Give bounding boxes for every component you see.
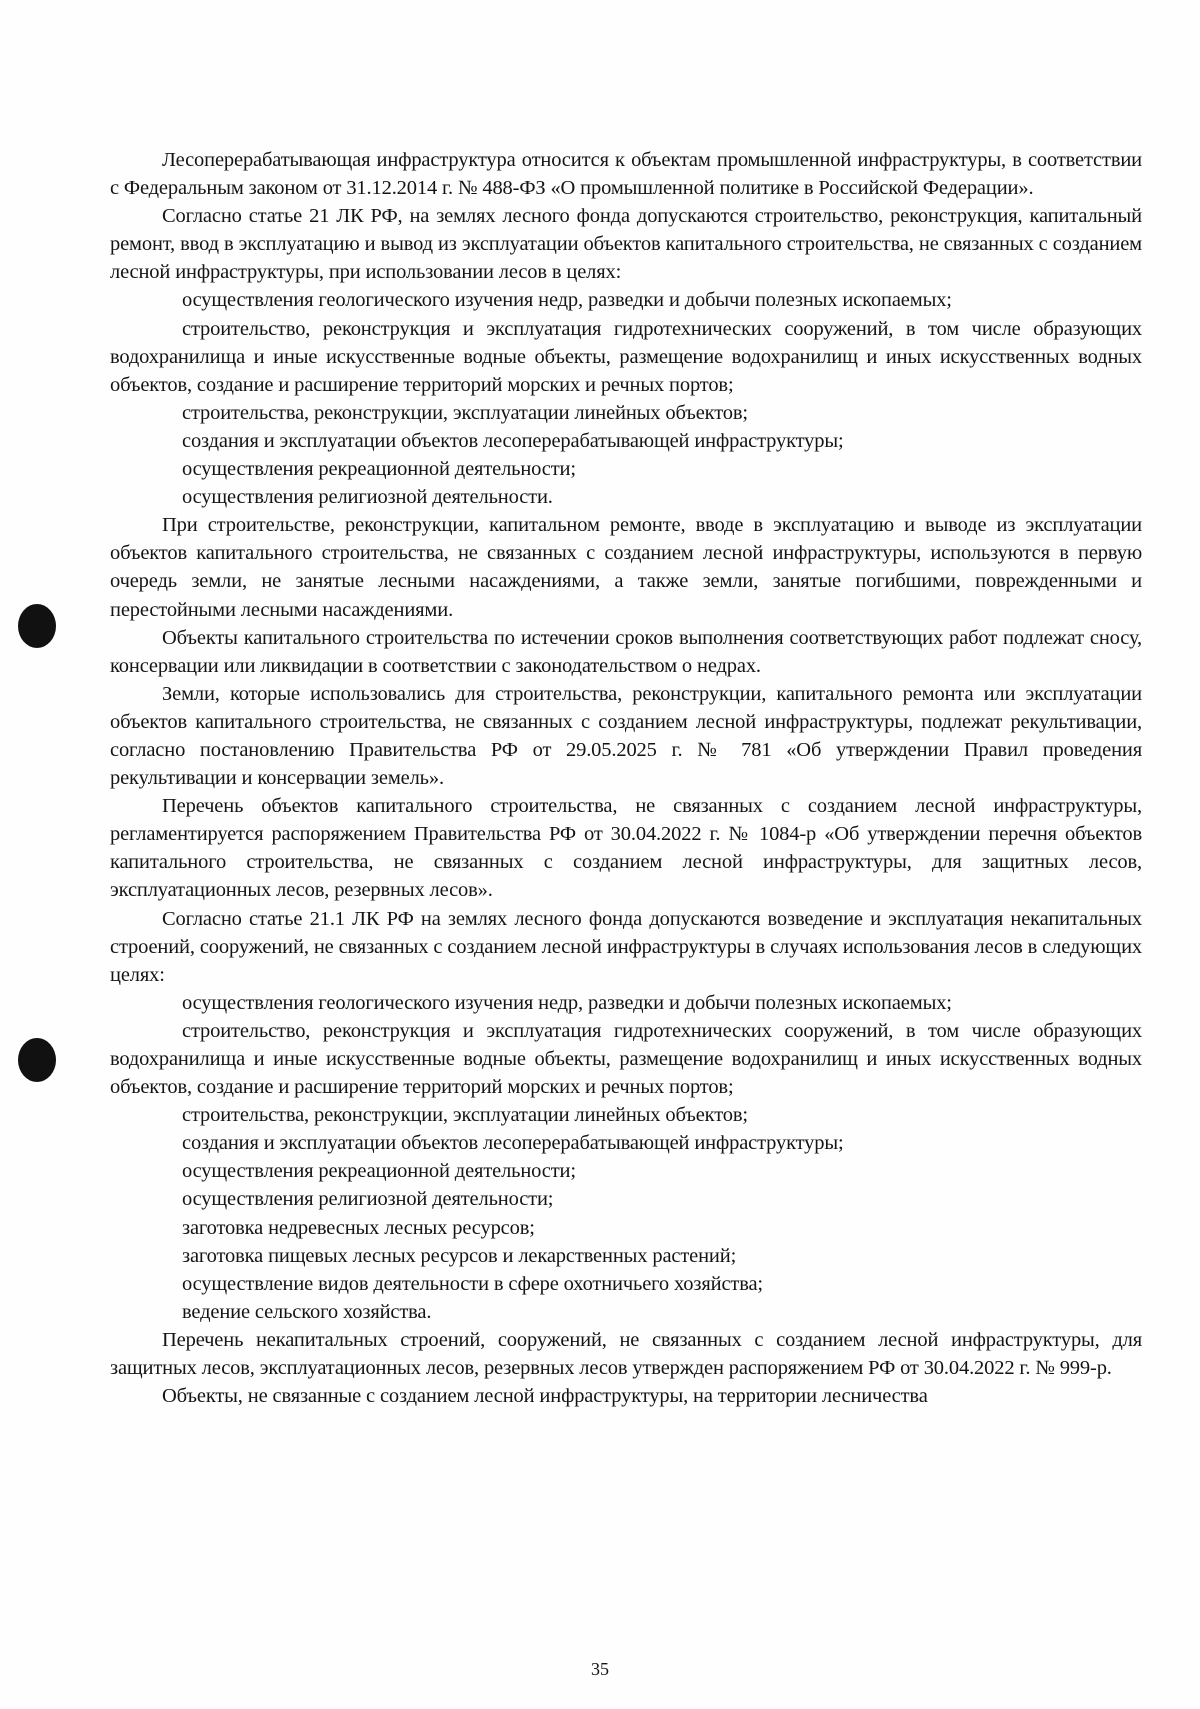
paragraph: Перечень некапитальных строений, сооружений, не связанных с созданием лесной инфраструктуры, для защитных лесов, эксплуатационных лесов, резервных лесов утвержден распоряжением РФ от 30.04.2022 г. № 999-р. [110, 1328, 1142, 1380]
list-item: строительство, реконструкция и эксплуатация гидротехнических сооружений, в том числе образующих водохранилища и иные искусственные водные объекты, размещение водохранилищ и иных искусственных водных объектов, создание и расширение территорий морских и речных портов; [110, 317, 1142, 396]
paragraph: Согласно статье 21.1 ЛК РФ на землях лесного фонда допускаются возведение и эксплуатация некапитальных строений, сооружений, не связанных с созданием лесной инфраструктуры в случаях использования лесов в следующих целях: [110, 907, 1142, 986]
paragraph: Лесоперерабатывающая инфраструктура относится к объектам промышленной инфраструктуры, в соответствии с Федеральным законом от 31.12.2014 г. № 488-ФЗ «О промышленной политике в Российской Федерации». [110, 149, 1142, 200]
list-item: заготовка пищевых лесных ресурсов и лекарственных растений; [182, 1244, 737, 1267]
list-item: строительства, реконструкции, эксплуатации линейных объектов; [182, 401, 748, 424]
punch-hole-mark [18, 604, 56, 648]
paragraph: Объекты, не связанные с созданием лесной инфраструктуры, на территории лесничества [162, 1385, 928, 1408]
list-item: осуществления рекреационной деятельности; [182, 458, 576, 481]
list-item: осуществления религиозной деятельности. [182, 486, 553, 509]
list-item: строительства, реконструкции, эксплуатации линейных объектов; [182, 1104, 748, 1127]
list-item: осуществления геологического изучения недр, разведки и добычи полезных ископаемых; [182, 289, 952, 312]
paragraph: При строительстве, реконструкции, капитальном ремонте, вводе в эксплуатацию и выводе из эксплуатации объектов капитального строительства, не связанных с созданием лесной инфраструктуры, используются в первую очередь земли, не занятые лесными насаждениями, а также земли, занятые погибшими, поврежденными и перестойными лесными насаждениями. [110, 514, 1142, 621]
list-item: создания и эксплуатации объектов лесоперерабатывающей инфраструктуры; [182, 429, 844, 452]
paragraph: Земли, которые использовались для строительства, реконструкции, капитального ремонта или эксплуатации объектов капитального строительства, не связанных с созданием лесной инфраструктуры, подлежат рекультивации, согласно постановлению Правительства РФ от 29.05.2025 г. № 781 «Об утверждении Правил проведения рекультивации и консервации земель». [110, 682, 1142, 790]
list-item: ведение сельского хозяйства. [182, 1300, 432, 1323]
list-item: осуществления религиозной деятельности; [182, 1188, 554, 1211]
list-item: заготовка недревесных лесных ресурсов; [182, 1216, 535, 1239]
page-number: 35 [591, 1659, 609, 1679]
paragraph: Перечень объектов капитального строительства, не связанных с созданием лесной инфраструктуры, регламентируется распоряжением Правительства РФ от 30.04.2022 г. № 1084-р «Об утверждении перечня объектов капитального строительства, не связанных с созданием лесной инфраструктуры, для защитных лесов, эксплуатационных лесов, резервных лесов». [110, 795, 1142, 902]
list-item: создания и эксплуатации объектов лесоперерабатывающей инфраструктуры; [182, 1132, 844, 1155]
paragraph: Объекты капитального строительства по истечении сроков выполнения соответствующих работ подлежат сносу, консервации или ликвидации в соответствии с законодательством о недрах. [110, 626, 1142, 677]
punch-hole-mark [18, 1038, 56, 1082]
list-item: осуществления рекреационной деятельности; [182, 1160, 576, 1183]
list-item: осуществления геологического изучения недр, разведки и добычи полезных ископаемых; [182, 991, 952, 1014]
paragraph: Согласно статье 21 ЛК РФ, на землях лесного фонда допускаются строительство, реконструкция, капитальный ремонт, ввод в эксплуатацию и вывод из эксплуатации объектов капитального строительства, не связанных с созданием лесной инфраструктуры, при использовании лесов в целях: [110, 205, 1142, 284]
list-item: строительство, реконструкция и эксплуатация гидротехнических сооружений, в том числе образующих водохранилища и иные искусственные водные объекты, размещение водохранилищ и иных искусственных водных объектов, создание и расширение территорий морских и речных портов; [110, 1019, 1142, 1099]
list-item: осуществление видов деятельности в сфере охотничьего хозяйства; [182, 1272, 763, 1295]
document-body [110, 146, 1142, 1410]
